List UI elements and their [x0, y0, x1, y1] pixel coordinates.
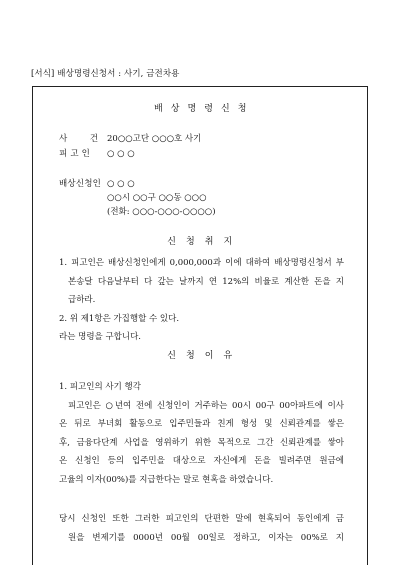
case-row — [59, 134, 344, 144]
purpose-line: 라는 명령을 구합니다. — [59, 332, 142, 343]
applicant-name: ○ ○ ○ — [107, 179, 135, 189]
reason-line: 피고인은 ○년여 전에 신청인이 거주하는 00시 00구 00아파트에 이사 — [68, 400, 344, 411]
defendant-label: 피 고 인 — [59, 149, 91, 159]
purpose-title: 신 청 취 지 — [167, 237, 236, 247]
reason-tail — [59, 510, 344, 547]
reason-body — [59, 378, 344, 490]
applicant-address-row — [59, 193, 368, 203]
defendant-value: ○ ○ ○ — [107, 149, 135, 159]
reason-line: 온 신청인 등의 입주민을 대상으로 자신에게 돈을 빌려주면 원금에 — [59, 456, 344, 467]
purpose-line: 급하라. — [68, 295, 96, 306]
document-frame — [32, 86, 368, 565]
reason-line: 온 뒤로 부녀회 활동으로 입주민들과 친게 형성 및 신뢰관계를 쌓은 — [59, 419, 344, 430]
reason-title: 신 청 이 유 — [167, 351, 236, 361]
applicant-address: ○○시 ○○구 ○○동 ○○○ — [107, 193, 207, 203]
reason-tail-line: 원을 변제기를 0000년 00월 00일로 정하고, 이자는 00%로 지 — [68, 532, 344, 543]
reason-line: 후, 금융다단계 사업을 영위하기 위한 목적으로 그간 신뢰관계를 쌓아 — [59, 437, 344, 448]
case-value: 20○○고단 ○○○호 사기 — [107, 134, 202, 144]
purpose-line: 본송달 다음날부터 다 갚는 날까지 연 12%의 비율로 계산한 돈을 지 — [68, 276, 344, 287]
form-heading: [서식] 배상명령신청서 : 사기, 금전차용 — [31, 69, 180, 79]
purpose-line: 2. 위 제1항은 가집행할 수 있다. — [59, 313, 180, 324]
reason-line: 고율의 이자(00%)를 지급한다는 말로 현혹을 하였습니다. — [59, 474, 274, 485]
document-title: 배 상 명 령 신 청 — [153, 104, 250, 114]
applicant-phone-row — [59, 207, 368, 217]
applicant-label: 배상신청인 — [59, 179, 102, 189]
purpose-body — [59, 254, 344, 347]
reason-tail-line: 당시 신청인 또한 그러한 피고인의 단편한 말에 현혹되어 동인에게 금 — [59, 514, 344, 524]
applicant-phone: (전화: ○○○-○○○-○○○○) — [107, 207, 216, 217]
defendant-row — [59, 149, 344, 159]
purpose-line: 1. 피고인은 배상신청인에게 0,000,000과 이에 대하여 배상명령신청서 부 — [59, 258, 344, 268]
applicant-row — [59, 179, 344, 189]
case-label: 사 건 — [59, 134, 109, 144]
reason-subtitle: 1. 피고인의 사기 행각 — [59, 382, 141, 392]
